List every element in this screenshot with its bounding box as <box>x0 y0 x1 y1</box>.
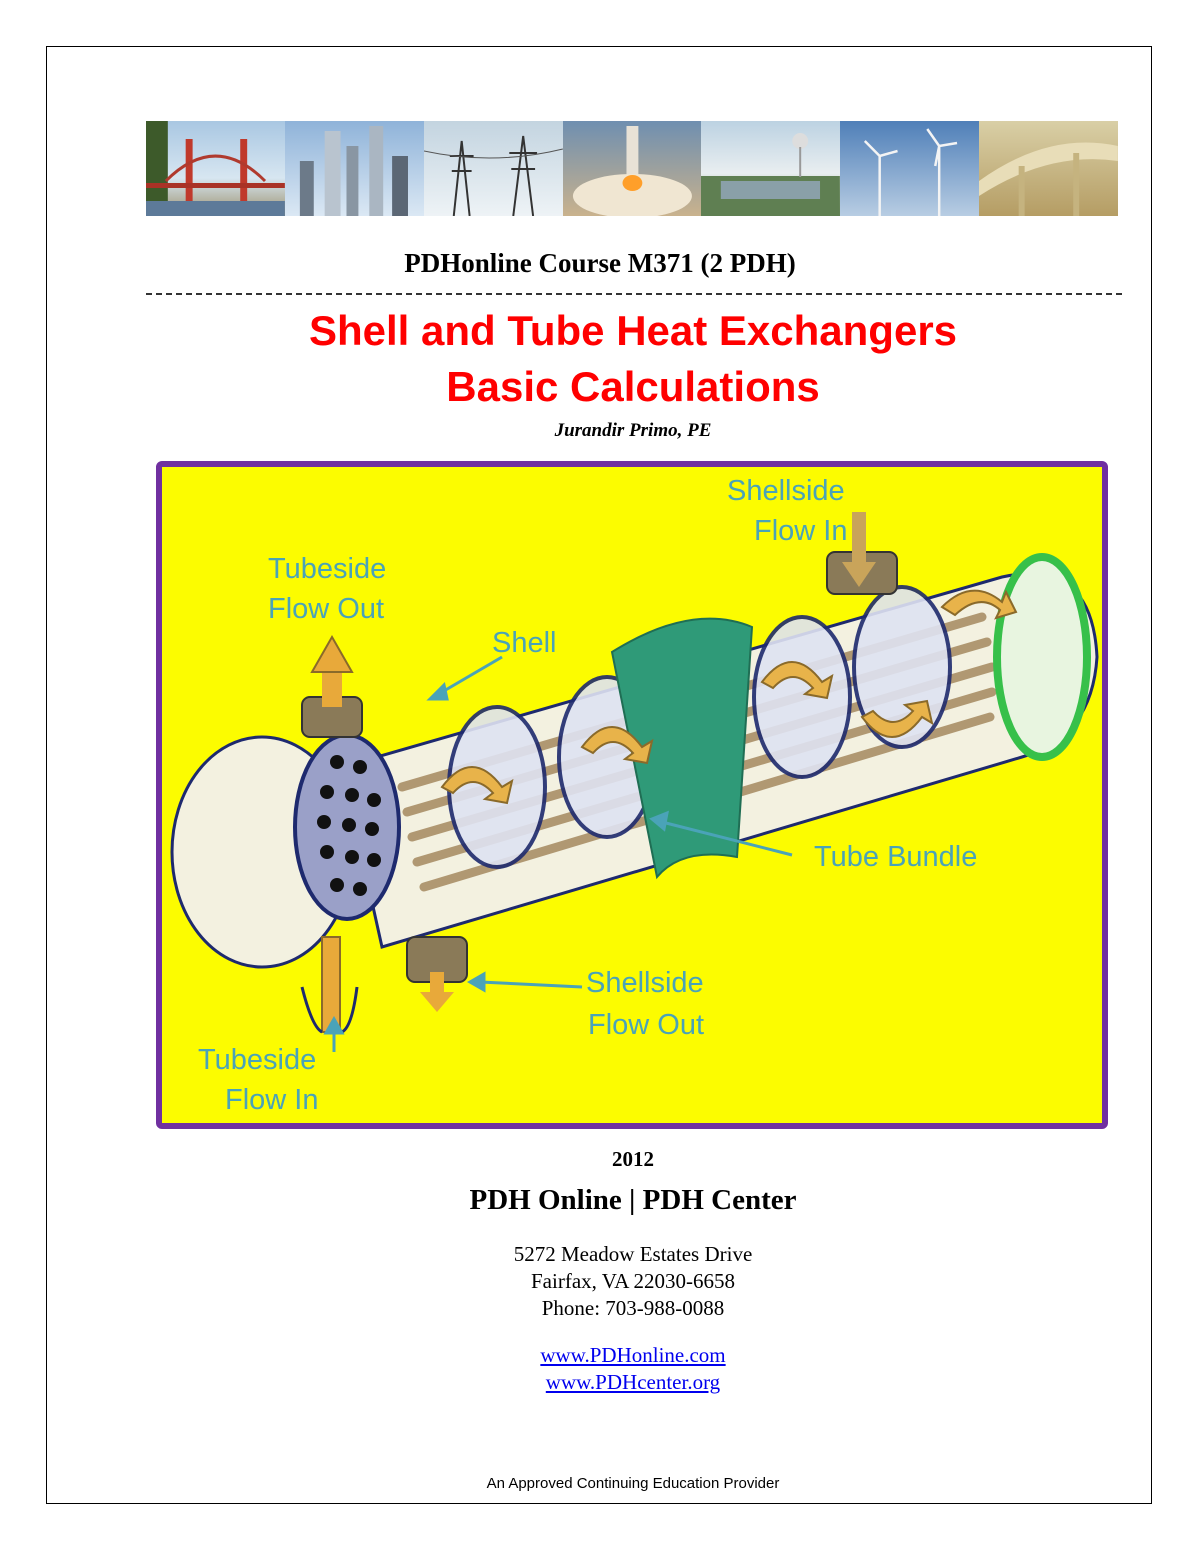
tubeside-out-nozzle <box>302 637 362 737</box>
label-shellside-out-2: Flow Out <box>588 1009 705 1041</box>
label-shell: Shell <box>492 627 557 659</box>
phone-number: Phone: 703-988-0088 <box>541 1296 725 1320</box>
link-pdhonline-wrapper <box>0 1343 1200 1368</box>
label-shellside-out-1: Shellside <box>586 967 704 999</box>
footer-provider-note: An Approved Continuing Education Provider <box>486 1475 780 1492</box>
heat-exchanger-illustration <box>156 461 1108 1129</box>
address-line-2: Fairfax, VA 22030-6658 <box>531 1269 735 1293</box>
organization-name: PDH Online | PDH Center <box>469 1184 797 1216</box>
title-line-1: Shell and Tube Heat Exchangers <box>308 307 958 354</box>
link-pdhcenter[interactable]: www.PDHcenter.org <box>545 1370 721 1394</box>
author: Jurandir Primo, PE <box>554 420 712 441</box>
address-line-1: 5272 Meadow Estates Drive <box>513 1242 753 1266</box>
label-tubeside-out-2: Flow Out <box>268 593 385 625</box>
course-heading: PDHonline Course M371 (2 PDH) <box>404 248 796 278</box>
dashed-divider <box>146 293 1122 295</box>
year: 2012 <box>612 1147 654 1171</box>
label-tubeside-out-1: Tubeside <box>268 553 387 585</box>
label-shellside-in-2: Flow In <box>754 515 848 547</box>
shellside-out-nozzle <box>407 937 467 1012</box>
right-flange <box>997 557 1087 757</box>
banner-photo-power-lines <box>424 121 563 216</box>
label-tube-bundle: Tube Bundle <box>814 841 978 873</box>
label-tubeside-in-1: Tubeside <box>198 1044 317 1076</box>
title-line-2: Basic Calculations <box>446 363 820 410</box>
tubeside-in-nozzle <box>302 937 357 1032</box>
label-tubeside-in-2: Flow In <box>225 1084 319 1116</box>
banner-photo-skyscrapers <box>285 121 424 216</box>
banner-photo-wind-turbines <box>840 121 979 216</box>
heat-exchanger-drawing <box>162 467 1102 1123</box>
header-banner <box>146 121 1118 216</box>
link-pdhcenter-wrapper <box>0 1370 1200 1395</box>
banner-photo-water-plant <box>701 121 840 216</box>
link-pdhonline[interactable]: www.PDHonline.com <box>540 1343 726 1367</box>
label-shellside-in-1: Shellside <box>727 475 845 507</box>
banner-photo-golden-gate <box>146 121 285 216</box>
banner-photo-bridge-highway <box>979 121 1118 216</box>
banner-photo-rocket-launch <box>563 121 702 216</box>
